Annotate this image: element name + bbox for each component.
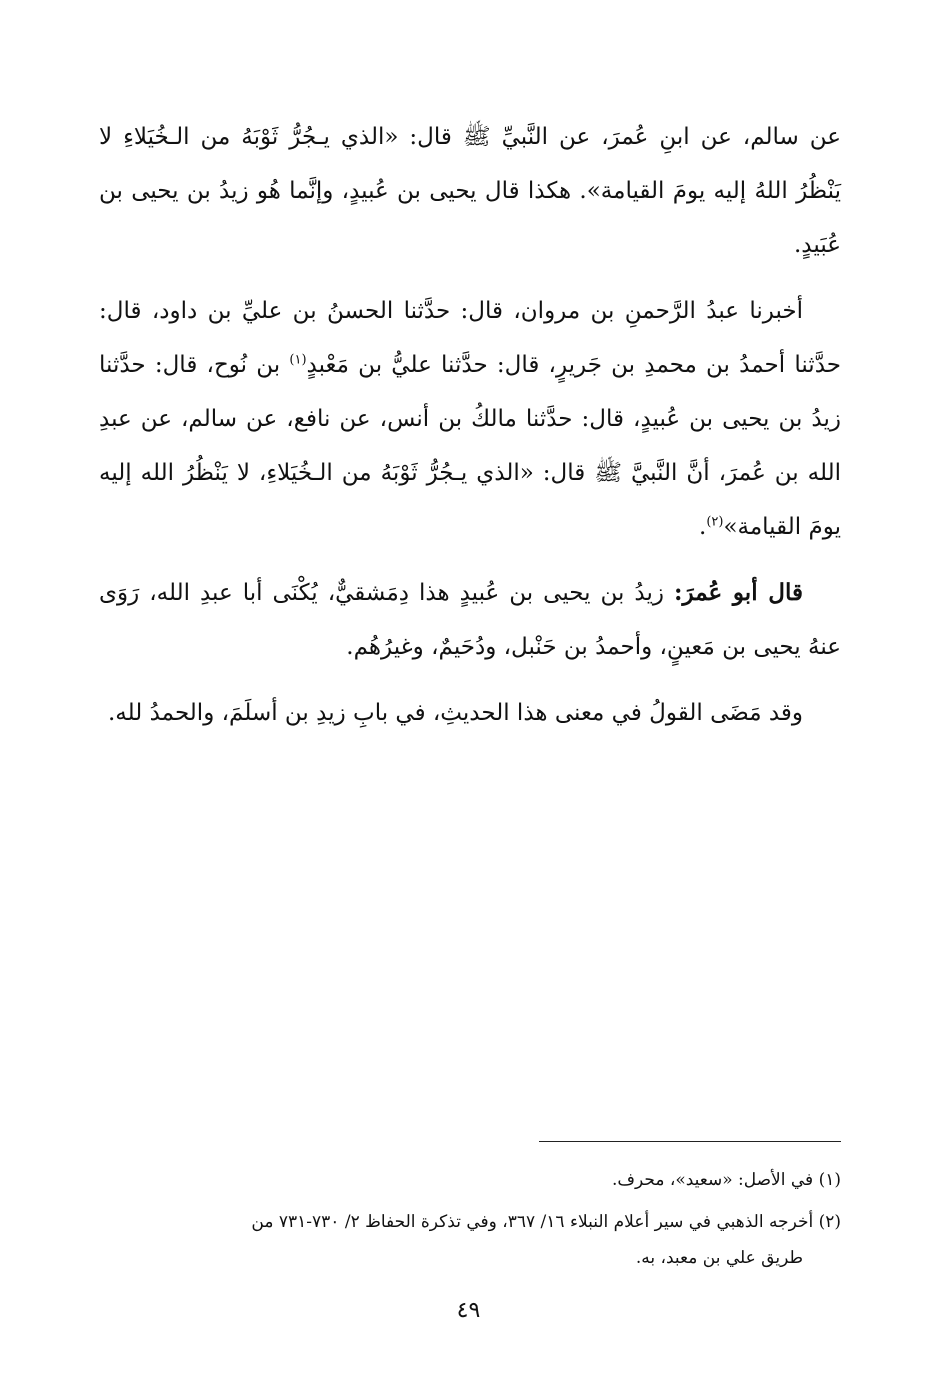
paragraph-1: [99, 110, 841, 272]
paragraph-2-text: أخبرنا عبدُ الرَّحمنِ بن مروان، قال: حدَّثنا الحسنُ بن عليِّ بن داود، قال: حدَّثنا أحمدُ بن محمدِ بن جَريرٍ، قال: حدَّثنا عليُّ بن مَعْبدٍ: [99, 298, 841, 378]
paragraph-1-text: عن سالم، عن ابنِ عُمرَ، عن النَّبيِّ ﷺ قال: «الذي يـجُرُّ ثَوْبَهُ من الـخُيَلاءِ لا يَنْظُرُ اللهُ إليه يومَ القيامة». هكذا قال يحيى بن عُبيدٍ، وإنَّما هُو زيدُ بن يحيى بن عُبَيدٍ.: [99, 124, 841, 258]
footnotes: [99, 1162, 841, 1282]
footnote-ref-2[interactable]: (٢): [706, 514, 724, 530]
footnote-1: (١) في الأصل: «سعيد»، محرف.: [611, 1170, 841, 1190]
footnote-2: [99, 1204, 841, 1276]
footnote-2-line-2: طريق علي بن معبد، به.: [635, 1248, 803, 1268]
paragraph-2: [99, 284, 841, 554]
paragraph-4-text: وقد مَضَى القولُ في معنى هذا الحديثِ، في بابِ زيدِ بن أسلَمَ، والحمدُ لله.: [108, 700, 803, 726]
paragraph-3-text: زيدُ بن يحيى بن عُبيدٍ هذا دِمَشقيٌّ، يُكْنَى أبا عبدِ الله، رَوَى عنهُ يحيى بن مَعينٍ، وأحمدُ بن حَنْبل، ودُحَيمٌ، وغيرُهُم.: [99, 580, 841, 660]
paragraph-4: [99, 686, 841, 740]
paragraph-2-text-cont: بن نُوح، قال: حدَّثنا زيدُ بن يحيى بن عُبيدٍ، قال: حدَّثنا مالكُ بن أنس، عن نافع، عن سالم، عن عبدِ الله بن عُمرَ، أنَّ النَّبيَّ ﷺ قال: «الذي يـجُرُّ ثَوْبَهُ من الـخُيَلاءِ، لا يَنْظُرُ الله إليه يومَ القيامة»: [99, 352, 841, 540]
page-number: ٤٩: [456, 1298, 481, 1323]
paragraph-2-end: .: [699, 514, 707, 540]
main-text: [99, 110, 841, 752]
footnote-ref-1[interactable]: (١): [289, 352, 307, 368]
paragraph-3-label: قال أبو عُمرَ:: [674, 579, 803, 606]
footnote-2-line-1: (٢) أخرجه الذهبي في سير أعلام النبلاء ١٦/ ٣٦٧، وفي تذكرة الحفاظ ٢/ ٧٣٠-٧٣١ من: [251, 1212, 841, 1232]
footnote-divider: [539, 1141, 841, 1142]
paragraph-3: [99, 566, 841, 674]
